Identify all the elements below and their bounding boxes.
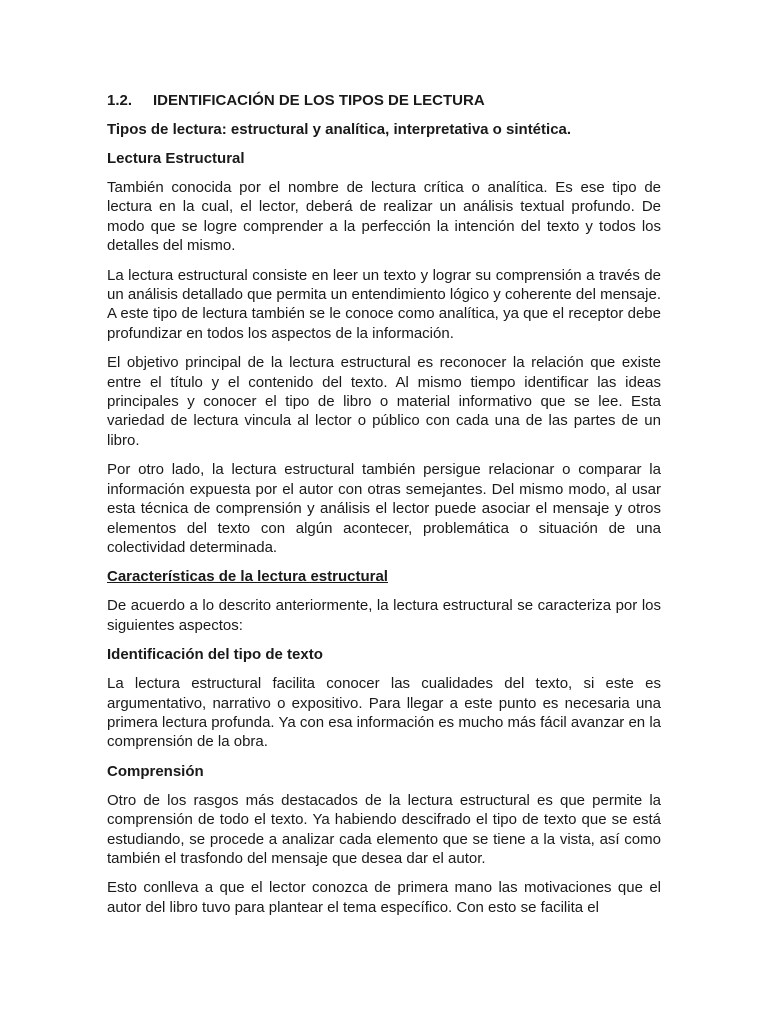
- paragraph: Por otro lado, la lectura estructural también persigue relacionar o comparar la información expuesta por el autor con otras semejantes. Del mismo modo, al usar esta técnica de comprensión y análisis el lector puede asociar el mensaje y otros elementos del texto con algún acontecer, problemática o situación de una colectividad determinada.: [107, 461, 661, 556]
- section-title: IDENTIFICACIÓN DE LOS TIPOS DE LECTURA: [153, 92, 485, 109]
- paragraph: La lectura estructural consiste en leer un texto y lograr su comprensión a través de un análisis detallado que permita un entendimiento lógico y coherente del mensaje. A este tipo de lectura también se le conoce como analítica, ya que el receptor debe profundizar en todos los aspectos de la información.: [107, 266, 661, 342]
- section-heading: [107, 91, 661, 110]
- paragraph-truncated: Esto conlleva a que el lector conozca de primera mano las motivaciones que el autor del libro tuvo para plantear el tema específico. Con esto se facilita el: [107, 879, 661, 916]
- paragraph: La lectura estructural facilita conocer las cualidades del texto, si este es argumentativo, narrativo o expositivo. Para llegar a este punto es necesaria una primera lectura profunda. Ya con esa información es mucho más fácil avanzar en la comprensión de la obra.: [107, 675, 661, 751]
- document-page: [107, 91, 661, 927]
- paragraph: El objetivo principal de la lectura estructural es reconocer la relación que existe entre el título y el contenido del texto. Al mismo tiempo identificar las ideas principales y conocer el tipo de libro o material informativo que se lee. Esta variedad de lectura vincula al lector o público con cada una de las partes de un libro.: [107, 354, 661, 449]
- paragraph: También conocida por el nombre de lectura crítica o analítica. Es ese tipo de lectura en la cual, el lector, deberá de realizar un análisis textual profundo. De modo que se logre comprender a la perfección la intención del texto y todos los detalles del mismo.: [107, 179, 661, 255]
- identification-heading: Identificación del tipo de texto: [107, 646, 323, 664]
- subtitle: Tipos de lectura: estructural y analítica, interpretativa o sintética.: [107, 121, 572, 138]
- paragraph: Otro de los rasgos más destacados de la lectura estructural es que permite la comprensión de todo el texto. Ya habiendo descifrado el tipo de texto que se está estudiando, se procede a analizar cada elemento que se tiene a la vista, así como también el trasfondo del mensaje que desea dar el autor.: [107, 791, 661, 867]
- paragraph: De acuerdo a lo descrito anteriormente, la lectura estructural se caracteriza por los siguientes aspectos:: [107, 597, 661, 634]
- comprehension-heading: Comprensión: [107, 762, 204, 780]
- lectura-estructural-heading: Lectura Estructural: [107, 150, 245, 167]
- characteristics-heading: Características de la lectura estructural: [107, 568, 388, 586]
- section-number: 1.2.: [107, 92, 133, 109]
